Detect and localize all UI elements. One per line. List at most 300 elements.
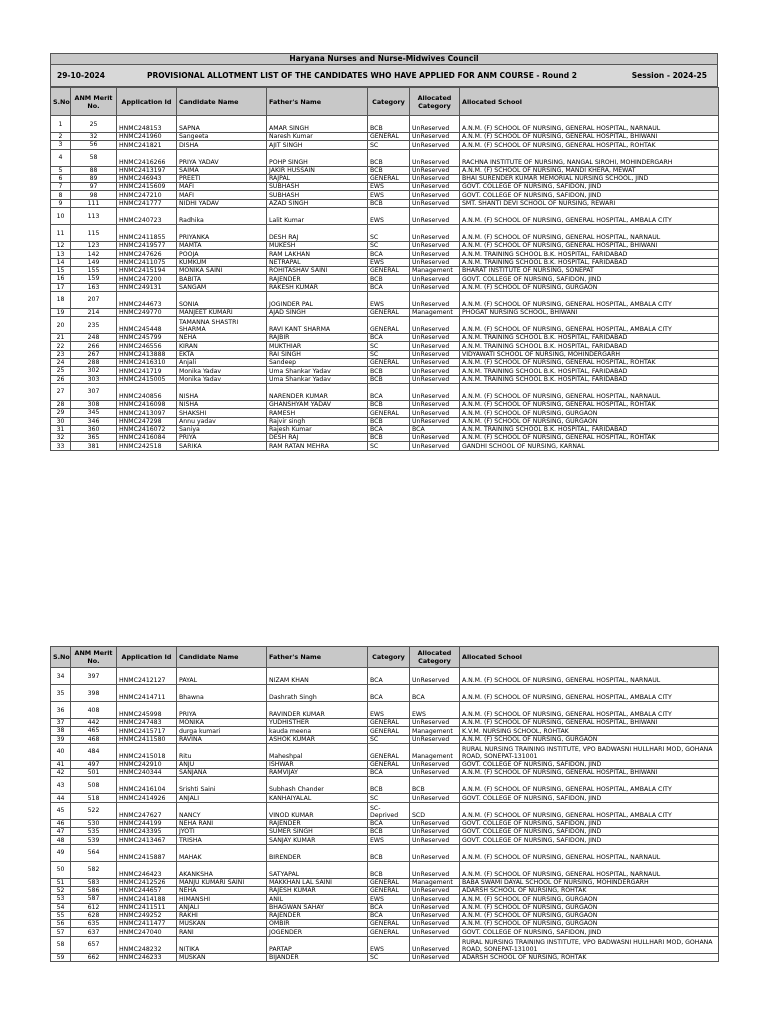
cell-category: GENERAL (368, 317, 410, 334)
cell-merit-no: 408 (71, 702, 117, 719)
cell-sno: 51 (51, 878, 71, 886)
cell-application-id: HNMC2415609 (117, 183, 177, 191)
col-father-name: Father's Name (267, 647, 368, 668)
cell-candidate-name: MONIKA SAINI (177, 266, 267, 274)
cell-allocated-school: A.N.M. (F) SCHOOL OF NURSING, GURGAON (460, 417, 719, 425)
table-row (51, 434, 719, 442)
cell-allocated-school: A.N.M. (F) SCHOOL OF NURSING, MANDI KHERA, MEWAT (460, 166, 719, 174)
cell-application-id: HNMC249770 (117, 308, 177, 316)
cell-category: SC (368, 953, 410, 961)
cell-application-id: HNMC242518 (117, 442, 177, 450)
cell-allocated-school: A.N.M. TRAINING SCHOOL B.K. HOSPITAL, FARIDABAD (460, 334, 719, 342)
table-row (51, 836, 719, 844)
cell-candidate-name: PRIYA YADAV (177, 149, 267, 166)
cell-father-name: PARTAP (267, 936, 368, 953)
cell-allocated-category: Management (410, 308, 460, 316)
col-application-id: Application Id (117, 647, 177, 668)
table-row (51, 291, 719, 308)
table-body (51, 116, 719, 451)
cell-sno: 43 (51, 777, 71, 794)
cell-father-name: Rajesh Kumar (267, 425, 368, 433)
cell-father-name: Lalit Kumar (267, 208, 368, 225)
table-row (51, 911, 719, 919)
cell-allocated-school: GANDHI SCHOOL OF NURSING, KARNAL (460, 442, 719, 450)
cell-father-name: YUDHISTHER (267, 719, 368, 727)
cell-allocated-category: Management (410, 743, 460, 760)
cell-father-name: VINOD KUMAR (267, 802, 368, 819)
cell-application-id: HNMC2411477 (117, 920, 177, 928)
cell-candidate-name: NEHA (177, 334, 267, 342)
cell-merit-no: 345 (71, 409, 117, 417)
cell-father-name: JOGINDER PAL (267, 291, 368, 308)
cell-merit-no: 360 (71, 425, 117, 433)
cell-father-name: Subhash Chander (267, 777, 368, 794)
cell-allocated-school: A.N.M. (F) SCHOOL OF NURSING, GURGAON (460, 920, 719, 928)
cell-application-id: HNMC241960 (117, 133, 177, 141)
cell-allocated-school: A.N.M. (F) SCHOOL OF NURSING, GENERAL HOSPITAL, BHIWANI (460, 719, 719, 727)
cell-allocated-school: SMT. SHANTI DEVI SCHOOL OF NURSING, REWARI (460, 199, 719, 207)
allotment-sheet-page-2 (50, 646, 718, 962)
cell-father-name: RAJBIR (267, 334, 368, 342)
cell-candidate-name: NISHA (177, 400, 267, 408)
col-father-name: Father's Name (267, 88, 368, 116)
cell-allocated-school: ADARSH SCHOOL OF NURSING, ROHTAK (460, 953, 719, 961)
cell-application-id: HNMC245799 (117, 334, 177, 342)
cell-candidate-name: PREETI (177, 174, 267, 182)
cell-category: GENERAL (368, 727, 410, 735)
cell-allocated-category: UnReserved (410, 149, 460, 166)
cell-sno: 49 (51, 844, 71, 861)
cell-allocated-category: UnReserved (410, 116, 460, 133)
cell-father-name: BIJANDER (267, 953, 368, 961)
col-application-id: Application Id (117, 88, 177, 116)
cell-candidate-name: ANJU (177, 760, 267, 768)
cell-allocated-school: VIDYAWATI SCHOOL OF NURSING, MOHINDERGARH (460, 350, 719, 358)
cell-category: BCA (368, 668, 410, 685)
cell-father-name: RAVINDER KUMAR (267, 702, 368, 719)
cell-merit-no: 248 (71, 334, 117, 342)
cell-merit-no: 484 (71, 743, 117, 760)
table-row (51, 242, 719, 250)
table-header-row (51, 647, 719, 668)
table-row (51, 417, 719, 425)
cell-candidate-name: RANI (177, 928, 267, 936)
session-label: Session - 2024-25 (631, 71, 707, 80)
cell-sno: 35 (51, 685, 71, 702)
cell-sno: 53 (51, 895, 71, 903)
table-row (51, 735, 719, 743)
cell-application-id: HNMC246233 (117, 953, 177, 961)
cell-merit-no: 346 (71, 417, 117, 425)
col-merit: ANM Merit No. (71, 647, 117, 668)
cell-sno: 26 (51, 375, 71, 383)
cell-merit-no: 25 (71, 116, 117, 133)
cell-merit-no: 214 (71, 308, 117, 316)
cell-father-name: ASHOK KUMAR (267, 735, 368, 743)
cell-application-id: HNMC2411580 (117, 735, 177, 743)
cell-father-name: AMAR SINGH (267, 116, 368, 133)
cell-merit-no: 635 (71, 920, 117, 928)
cell-father-name: NETRAPAL (267, 258, 368, 266)
table-row (51, 191, 719, 199)
cell-application-id: HNMC247483 (117, 719, 177, 727)
cell-merit-no: 522 (71, 802, 117, 819)
cell-sno: 22 (51, 342, 71, 350)
cell-merit-no: 518 (71, 794, 117, 802)
cell-category: BCB (368, 149, 410, 166)
cell-allocated-category: UnReserved (410, 434, 460, 442)
cell-allocated-category: UnReserved (410, 794, 460, 802)
cell-application-id: HNMC247200 (117, 275, 177, 283)
cell-allocated-school: A.N.M. (F) SCHOOL OF NURSING, GENERAL HOSPITAL, AMBALA CITY (460, 777, 719, 794)
cell-sno: 5 (51, 166, 71, 174)
cell-sno: 41 (51, 760, 71, 768)
cell-father-name: RAKESH KUMAR (267, 283, 368, 291)
table-row (51, 743, 719, 760)
cell-merit-no: 56 (71, 141, 117, 149)
table-row (51, 409, 719, 417)
cell-application-id: HNMC248153 (117, 116, 177, 133)
cell-merit-no: 398 (71, 685, 117, 702)
cell-merit-no: 303 (71, 375, 117, 383)
cell-merit-no: 442 (71, 719, 117, 727)
table-row (51, 777, 719, 794)
cell-application-id: HNMC245998 (117, 702, 177, 719)
table-row (51, 685, 719, 702)
cell-sno: 18 (51, 291, 71, 308)
cell-allocated-school: A.N.M. TRAINING SCHOOL B.K. HOSPITAL, FARIDABAD (460, 258, 719, 266)
cell-sno: 38 (51, 727, 71, 735)
cell-candidate-name: MANJU KUMARI SAINI (177, 878, 267, 886)
cell-allocated-school: GOVT. COLLEGE OF NURSING, SAFIDON, JIND (460, 760, 719, 768)
cell-father-name: ISHWAR (267, 760, 368, 768)
cell-father-name: RAVI KANT SHARMA (267, 317, 368, 334)
cell-application-id: HNMC2416310 (117, 359, 177, 367)
cell-application-id: HNMC247626 (117, 250, 177, 258)
cell-candidate-name: NEHA (177, 886, 267, 894)
cell-category: BCA (368, 769, 410, 777)
cell-candidate-name: RAVINA (177, 735, 267, 743)
cell-merit-no: 535 (71, 828, 117, 836)
cell-allocated-category: UnReserved (410, 936, 460, 953)
table-row (51, 719, 719, 727)
cell-application-id: HNMC2415194 (117, 266, 177, 274)
table-row (51, 928, 719, 936)
cell-father-name: GHANSHYAM YADAV (267, 400, 368, 408)
table-row (51, 283, 719, 291)
cell-candidate-name: MAHAK (177, 844, 267, 861)
cell-category: GENERAL (368, 760, 410, 768)
cell-sno: 25 (51, 367, 71, 375)
cell-application-id: HNMC242910 (117, 760, 177, 768)
cell-candidate-name: Anjali (177, 359, 267, 367)
cell-category: BCA (368, 425, 410, 433)
cell-merit-no: 163 (71, 283, 117, 291)
table-row (51, 308, 719, 316)
cell-sno: 19 (51, 308, 71, 316)
cell-sno: 1 (51, 116, 71, 133)
cell-sno: 36 (51, 702, 71, 719)
cell-allocated-category: UnReserved (410, 275, 460, 283)
cell-application-id: HNMC244199 (117, 819, 177, 827)
cell-allocated-category: UnReserved (410, 133, 460, 141)
cell-father-name: KANHAIYALAL (267, 794, 368, 802)
table-row (51, 317, 719, 334)
cell-sno: 23 (51, 350, 71, 358)
cell-allocated-school: A.N.M. (F) SCHOOL OF NURSING, GURGAON (460, 895, 719, 903)
cell-allocated-category: UnReserved (410, 141, 460, 149)
cell-allocated-category: UnReserved (410, 928, 460, 936)
cell-allocated-school: K.V.M. NURSING SCHOOL, ROHTAK (460, 727, 719, 735)
cell-sno: 46 (51, 819, 71, 827)
cell-candidate-name: RAKHI (177, 911, 267, 919)
cell-merit-no: 539 (71, 836, 117, 844)
cell-sno: 47 (51, 828, 71, 836)
cell-candidate-name: Annu yadav (177, 417, 267, 425)
table-row (51, 425, 719, 433)
cell-allocated-category: UnReserved (410, 903, 460, 911)
table-row (51, 844, 719, 861)
cell-merit-no: 149 (71, 258, 117, 266)
cell-merit-no: 288 (71, 359, 117, 367)
cell-candidate-name: KIRAN (177, 342, 267, 350)
council-name: Haryana Nurses and Nurse-Midwives Council (50, 53, 718, 65)
cell-father-name: Dashrath Singh (267, 685, 368, 702)
table-header-row (51, 88, 719, 116)
cell-allocated-category: UnReserved (410, 861, 460, 878)
cell-sno: 2 (51, 133, 71, 141)
cell-merit-no: 155 (71, 266, 117, 274)
cell-category: BCA (368, 250, 410, 258)
cell-sno: 58 (51, 936, 71, 953)
cell-candidate-name: PRIYA (177, 702, 267, 719)
cell-allocated-category: UnReserved (410, 283, 460, 291)
col-allocated-school: Allocated School (460, 88, 719, 116)
col-allocated-category: Allocated Category (410, 88, 460, 116)
cell-allocated-school: A.N.M. (F) SCHOOL OF NURSING, GENERAL HOSPITAL, ROHTAK (460, 359, 719, 367)
cell-candidate-name: MAMTA (177, 242, 267, 250)
cell-sno: 20 (51, 317, 71, 334)
cell-merit-no: 58 (71, 149, 117, 166)
cell-application-id: HNMC2416084 (117, 434, 177, 442)
cell-allocated-category: UnReserved (410, 350, 460, 358)
cell-category: GENERAL (368, 920, 410, 928)
cell-allocated-category: UnReserved (410, 375, 460, 383)
cell-allocated-school: A.N.M. (F) SCHOOL OF NURSING, GENERAL HOSPITAL, NARNAUL (460, 225, 719, 242)
cell-category: GENERAL (368, 409, 410, 417)
cell-allocated-category: UnReserved (410, 166, 460, 174)
cell-application-id: HNMC2415018 (117, 743, 177, 760)
table-row (51, 275, 719, 283)
cell-category: GENERAL (368, 743, 410, 760)
cell-sno: 56 (51, 920, 71, 928)
cell-merit-no: 32 (71, 133, 117, 141)
cell-application-id: HNMC249252 (117, 911, 177, 919)
table-row (51, 936, 719, 953)
cell-category: BCA (368, 685, 410, 702)
cell-allocated-school: A.N.M. (F) SCHOOL OF NURSING, GENERAL HOSPITAL, NARNAUL (460, 116, 719, 133)
cell-merit-no: 307 (71, 383, 117, 400)
cell-allocated-school: A.N.M. (F) SCHOOL OF NURSING, GURGAON (460, 283, 719, 291)
cell-father-name: Uma Shankar Yadav (267, 367, 368, 375)
cell-father-name: Maheshpal (267, 743, 368, 760)
cell-allocated-school: A.N.M. (F) SCHOOL OF NURSING, GENERAL HOSPITAL, BHIWANI (460, 769, 719, 777)
cell-allocated-school: A.N.M. TRAINING SCHOOL B.K. HOSPITAL, FARIDABAD (460, 342, 719, 350)
table-row (51, 802, 719, 819)
cell-allocated-category: UnReserved (410, 242, 460, 250)
cell-application-id: HNMC2416104 (117, 777, 177, 794)
cell-allocated-category: UnReserved (410, 191, 460, 199)
cell-father-name: AJAD SINGH (267, 308, 368, 316)
allotment-table (50, 646, 719, 962)
cell-father-name: SATYAPAL (267, 861, 368, 878)
cell-candidate-name: HIMANSHI (177, 895, 267, 903)
cell-merit-no: 586 (71, 886, 117, 894)
cell-category: GENERAL (368, 886, 410, 894)
cell-sno: 27 (51, 383, 71, 400)
col-merit: ANM Merit No. (71, 88, 117, 116)
cell-sno: 4 (51, 149, 71, 166)
cell-sno: 24 (51, 359, 71, 367)
cell-allocated-category: UnReserved (410, 250, 460, 258)
cell-allocated-school: ADARSH SCHOOL OF NURSING, ROHTAK (460, 886, 719, 894)
cell-category: BCB (368, 777, 410, 794)
cell-allocated-category: UnReserved (410, 291, 460, 308)
cell-allocated-category: UnReserved (410, 828, 460, 836)
table-row (51, 141, 719, 149)
cell-candidate-name: Sangeeta (177, 133, 267, 141)
table-row (51, 258, 719, 266)
cell-candidate-name: SANJANA (177, 769, 267, 777)
table-body (51, 668, 719, 962)
cell-father-name: RAJESH KUMAR (267, 886, 368, 894)
cell-father-name: RAMESH (267, 409, 368, 417)
cell-sno: 12 (51, 242, 71, 250)
cell-allocated-category: UnReserved (410, 719, 460, 727)
cell-father-name: SANJAY KUMAR (267, 836, 368, 844)
cell-allocated-category: UnReserved (410, 334, 460, 342)
cell-application-id: HNMC241777 (117, 199, 177, 207)
cell-allocated-school: GOVT. COLLEGE OF NURSING, SAFIDON, JIND (460, 928, 719, 936)
table-row (51, 225, 719, 242)
table-row (51, 668, 719, 685)
cell-candidate-name: KUMKUM (177, 258, 267, 266)
cell-category: BCB (368, 434, 410, 442)
table-row (51, 375, 719, 383)
cell-father-name: RAI SINGH (267, 350, 368, 358)
cell-candidate-name: MAFI (177, 191, 267, 199)
cell-category: SC (368, 342, 410, 350)
cell-merit-no: 89 (71, 174, 117, 182)
table-row (51, 149, 719, 166)
cell-category: GENERAL (368, 359, 410, 367)
cell-allocated-category: BCA (410, 685, 460, 702)
cell-candidate-name: SANGAM (177, 283, 267, 291)
cell-candidate-name: Radhika (177, 208, 267, 225)
cell-father-name: BHAGWAN SAHAY (267, 903, 368, 911)
cell-category: BCA (368, 383, 410, 400)
cell-merit-no: 302 (71, 367, 117, 375)
table-row (51, 442, 719, 450)
cell-application-id: HNMC247210 (117, 191, 177, 199)
cell-father-name: Uma Shankar Yadav (267, 375, 368, 383)
cell-category: BCB (368, 417, 410, 425)
cell-merit-no: 88 (71, 166, 117, 174)
cell-category: EWS (368, 208, 410, 225)
cell-category: SC (368, 141, 410, 149)
list-date: 29-10-2024 (57, 71, 105, 80)
cell-allocated-school: A.N.M. (F) SCHOOL OF NURSING, GENERAL HOSPITAL, NARNAUL (460, 668, 719, 685)
cell-allocated-category: UnReserved (410, 383, 460, 400)
cell-allocated-category: UnReserved (410, 367, 460, 375)
cell-category: SC (368, 225, 410, 242)
cell-father-name: Naresh Kumar (267, 133, 368, 141)
cell-allocated-school: GOVT. COLLEGE OF NURSING, SAFIDON, JIND (460, 819, 719, 827)
cell-merit-no: 267 (71, 350, 117, 358)
cell-candidate-name: NANCY (177, 802, 267, 819)
cell-application-id: HNMC240723 (117, 208, 177, 225)
cell-category: SC (368, 242, 410, 250)
cell-category: BCB (368, 166, 410, 174)
cell-application-id: HNMC244673 (117, 291, 177, 308)
cell-merit-no: 587 (71, 895, 117, 903)
cell-allocated-school: A.N.M. TRAINING SCHOOL B.K. HOSPITAL, FARIDABAD (460, 367, 719, 375)
table-row (51, 383, 719, 400)
cell-father-name: MAKKHAN LAL SAINI (267, 878, 368, 886)
cell-application-id: HNMC248232 (117, 936, 177, 953)
cell-candidate-name: EKTA (177, 350, 267, 358)
cell-candidate-name: MAFI (177, 183, 267, 191)
cell-sno: 30 (51, 417, 71, 425)
cell-category: SC (368, 735, 410, 743)
cell-allocated-school: RURAL NURSING TRAINING INSTITUTE, VPO BADWASNI HULLHARI MOD, GOHANA ROAD, SONEPAT-131001 (460, 936, 719, 953)
col-sno: S.No (51, 88, 71, 116)
cell-candidate-name: SAPNA (177, 116, 267, 133)
cell-application-id: HNMC2412526 (117, 878, 177, 886)
cell-application-id: HNMC2413197 (117, 166, 177, 174)
table-row (51, 367, 719, 375)
cell-allocated-category: UnReserved (410, 953, 460, 961)
table-row (51, 819, 719, 827)
cell-application-id: HNMC2419577 (117, 242, 177, 250)
cell-allocated-school: A.N.M. (F) SCHOOL OF NURSING, GURGAON (460, 911, 719, 919)
cell-candidate-name: PRIYA (177, 434, 267, 442)
cell-application-id: HNMC241821 (117, 141, 177, 149)
cell-allocated-category: UnReserved (410, 409, 460, 417)
cell-application-id: HNMC2415887 (117, 844, 177, 861)
cell-sno: 55 (51, 911, 71, 919)
cell-merit-no: 111 (71, 199, 117, 207)
table-row (51, 828, 719, 836)
cell-allocated-school: A.N.M. TRAINING SCHOOL B.K. HOSPITAL, FARIDABAD (460, 425, 719, 433)
cell-father-name: DESH RAJ (267, 225, 368, 242)
table-row (51, 166, 719, 174)
cell-category: SC (368, 442, 410, 450)
cell-father-name: AZAD SINGH (267, 199, 368, 207)
cell-allocated-category: UnReserved (410, 844, 460, 861)
cell-application-id: HNMC247040 (117, 928, 177, 936)
cell-application-id: HNMC243395 (117, 828, 177, 836)
table-row (51, 250, 719, 258)
cell-sno: 9 (51, 199, 71, 207)
cell-allocated-category: UnReserved (410, 911, 460, 919)
table-row (51, 133, 719, 141)
cell-candidate-name: TAMANNA SHASTRI SHARMA (177, 317, 267, 334)
table-row (51, 769, 719, 777)
cell-application-id: HNMC244657 (117, 886, 177, 894)
cell-category: GENERAL (368, 719, 410, 727)
table-row (51, 794, 719, 802)
